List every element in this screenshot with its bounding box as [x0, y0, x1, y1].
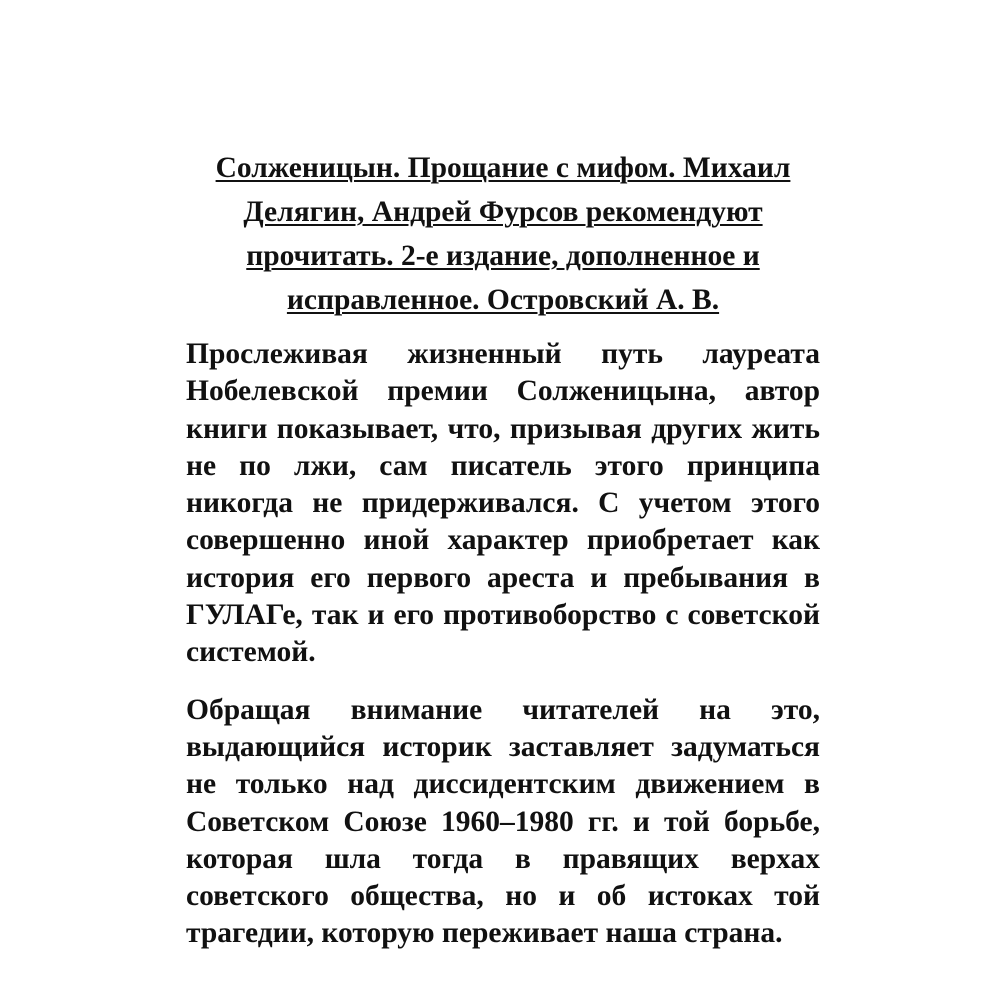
- description-paragraph-2: Обращая внимание читателей на это, выдающийся историк заставляет задуматься не только над диссидентским движением в Советском Союзе 1960–1980 гг. и той борьбе, которая шла тогда в правящих верхах советского общества, но и об истоках той трагедии, которую переживает наша страна.: [186, 693, 820, 950]
- book-title: Солженицын. Прощание с мифом. Михаил Делягин, Андрей Фурсов рекомендуют прочитать. 2-е издание, дополненное и исправленное. Островский А. В.: [215, 152, 791, 316]
- description-paragraph-1: Прослеживая жизненный путь лауреата Нобелевской премии Солженицына, автор книги показывает, что, призывая других жить не по лжи, сам писатель этого принципа никогда не придерживался. С учетом этого совершенно иной характер приобретает как история его первого ареста и пребывания в ГУЛАГе, так и его противоборство с советской системой.: [186, 338, 820, 669]
- book-description-page: [186, 146, 820, 953]
